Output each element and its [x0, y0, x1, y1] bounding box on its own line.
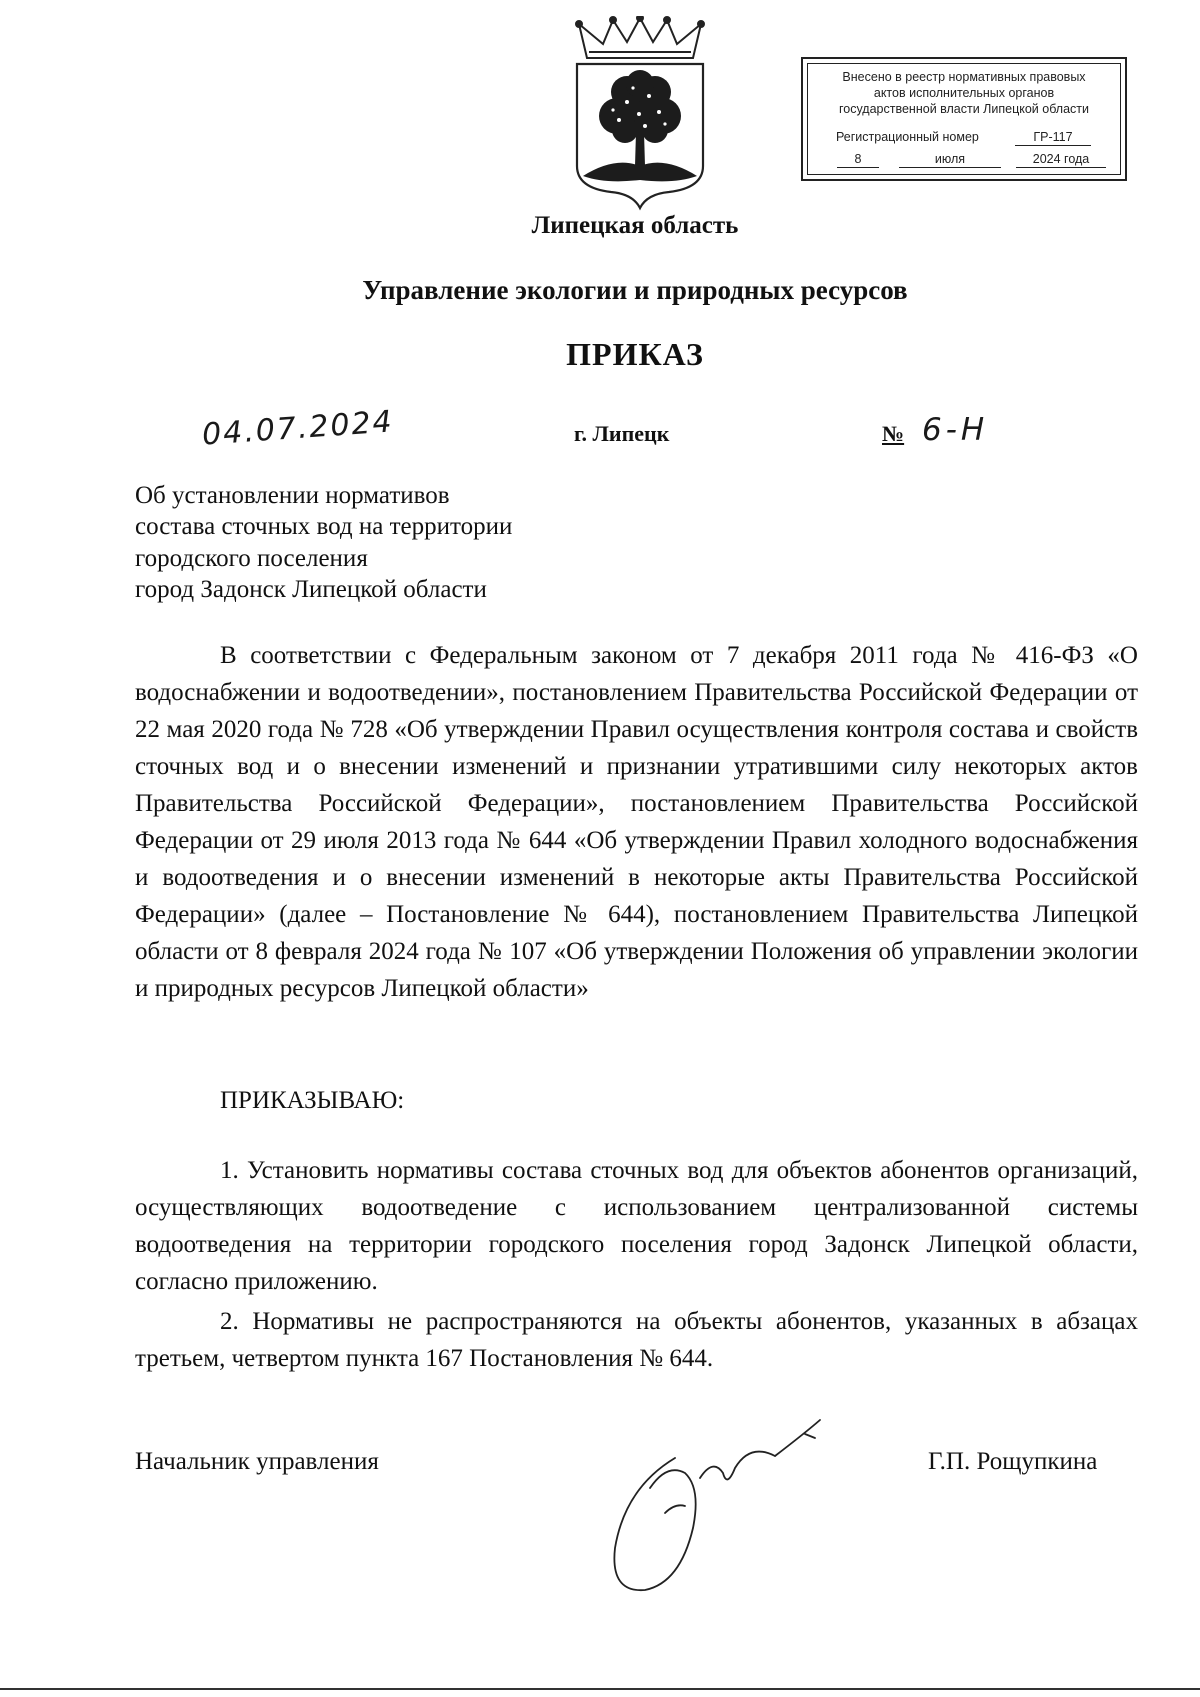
number-sign: № — [882, 421, 905, 446]
order-item-2: 2. Нормативы не распространяются на объекты абонентов, указанных в абзацах третьем, четвертом пункта 167 Постановления № 644. — [135, 1308, 1138, 1372]
region-title: Липецкая область — [531, 212, 739, 239]
signatory-name: Г.П. Рощупкина — [928, 1448, 1098, 1475]
subject-line: состава сточных вод на территории — [135, 513, 513, 541]
stamp-day: 8 — [837, 152, 879, 168]
department-title: Управление экологии и природных ресурсов — [362, 275, 908, 305]
order-word: ПРИКАЗЫВАЮ: — [220, 1087, 405, 1114]
document-type-title: ПРИКАЗ — [566, 336, 704, 372]
stamp-reg-label: Регистрационный номер — [836, 130, 979, 144]
handwritten-number: 6-Н — [922, 412, 989, 448]
registry-stamp — [801, 57, 1127, 181]
preamble-paragraph: В соответствии с Федеральным законом от 7 декабря 2011 года № 416-ФЗ «О водоснабжении и водоотведении», постановлением Правительства Российской Федерации от 22 мая 2020 года № 728 «Об утверждении Правил осуществления контроля состава и свойств сточных вод и о внесении изменений и признании утратившими силу некоторых актов Правительства Российской Федерации», постановлением Правительства Российской Федерации от 29 июля 2013 года № 644 «Об утверждении Правил холодного водоснабжения и водоотведения и о внесении изменений в некоторые акты Правительства Российской Федерации» (далее – Постановление № 644), постановлением Правительства Липецкой области от 8 февраля 2024 года № 107 «Об утверждении Положения об управлении экологии и природных ресурсов Липецкой области» — [135, 642, 1138, 1002]
stamp-line-1: Внесено в реестр нормативных правовых — [842, 70, 1086, 84]
subject-line: Об установлении нормативов — [135, 482, 450, 509]
stamp-month: июля — [899, 152, 1001, 168]
bottom-divider — [0, 1688, 1200, 1690]
coat-of-arms-icon — [565, 16, 715, 211]
handwritten-date: 04.07.2024 — [201, 404, 395, 453]
stamp-year: 2024 года — [1016, 152, 1106, 168]
order-item-1: 1. Установить нормативы состава сточных вод для объектов абонентов организаций, осуществляющих водоотведение с использованием централизованной системы водоотведения на территории городского поселения город Задонск Липецкой области, согласно приложению. — [135, 1157, 1138, 1295]
city-label: г. Липецк — [574, 421, 670, 446]
subject-line: город Задонск Липецкой области — [135, 575, 487, 603]
stamp-line-2: актов исполнительных органов — [873, 86, 1055, 100]
signatory-title: Начальник управления — [135, 1448, 379, 1475]
subject-line: городского поселения — [135, 544, 368, 572]
handwritten-signature — [605, 1418, 905, 1603]
document-subject — [135, 480, 512, 605]
stamp-line-3: государственной власти Липецкой области — [838, 102, 1090, 116]
stamp-reg-number: ГР-117 — [1015, 130, 1091, 146]
